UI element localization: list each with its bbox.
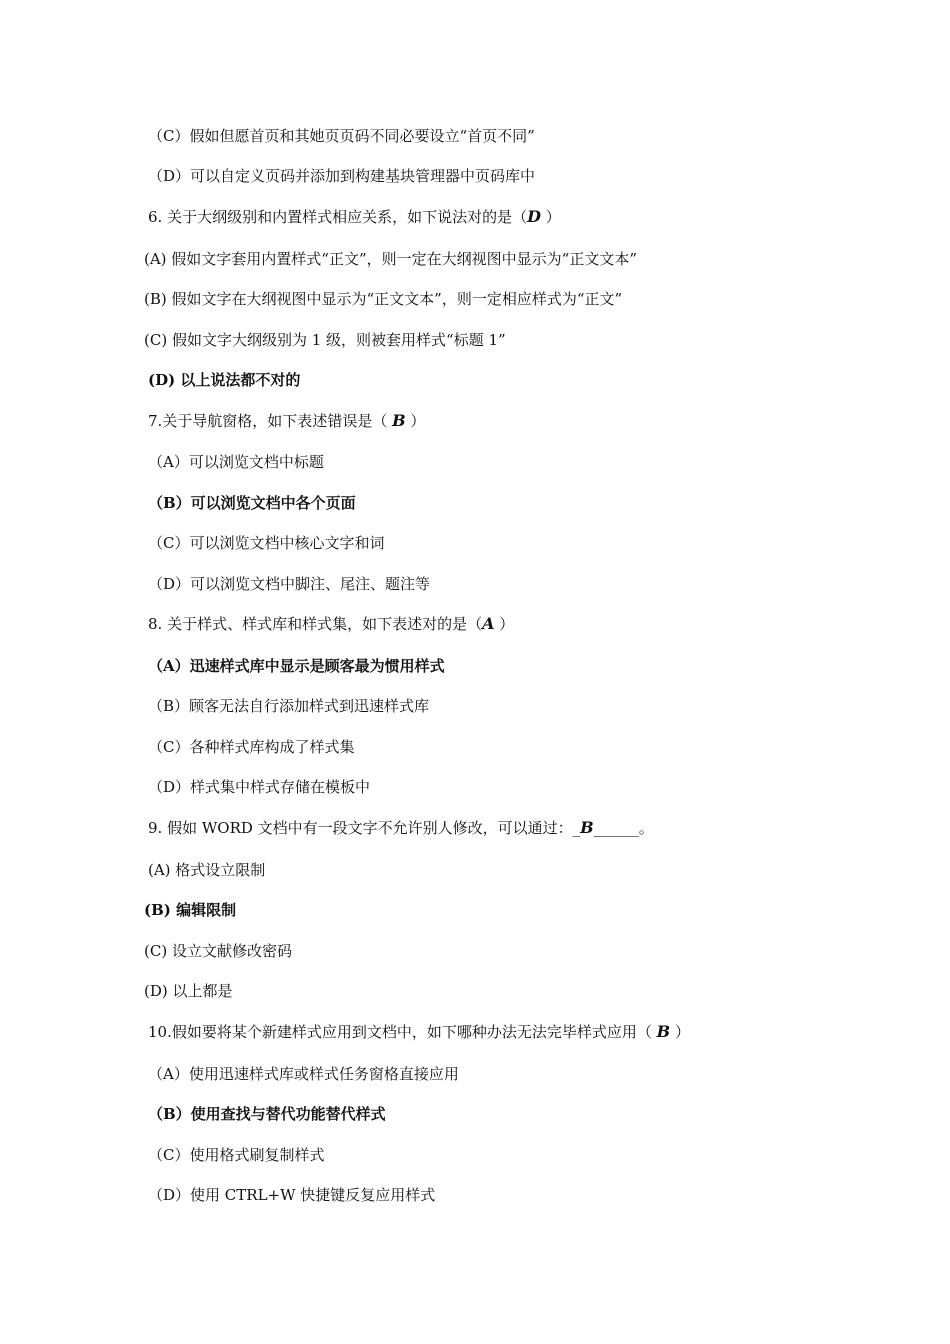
question-10-stem [148, 1022, 690, 1042]
question-8-option-d: （D）样式集中样式存储在模板中 [148, 778, 371, 796]
question-text: 7.关于导航窗格，如下表述错误是（ [148, 412, 393, 430]
answer-mark: D [527, 207, 541, 226]
question-10-option-c: （C）使用格式刷复制样式 [148, 1146, 325, 1164]
question-7-option-b-correct: （B）可以浏览文档中各个页面 [148, 494, 356, 512]
question-5-option-c: （C）假如但愿首页和其她页页码不同必要设立“首页不同” [148, 127, 535, 145]
question-blank: ______。 [593, 819, 654, 837]
question-text: 9. 假如 WORD 文档中有一段文字不允许别人修改，可以通过：_ [148, 819, 581, 837]
question-5-option-d: （D）可以自定义页码并添加到构建基块管理器中页码库中 [148, 167, 536, 185]
question-7-stem [148, 411, 425, 431]
question-9-stem [148, 818, 654, 838]
question-6-option-c: (C) 假如文字大纲级别为 1 级，则被套用样式“标题 1” [144, 331, 506, 349]
question-text: 6. 关于大纲级别和内置样式相应关系，如下说法对的是（ [148, 208, 528, 226]
answer-mark: B [392, 411, 406, 430]
question-7-option-a: （A）可以浏览文档中标题 [148, 453, 324, 471]
question-close: ） [494, 615, 515, 633]
question-9-option-b-correct: (B) 编辑限制 [144, 901, 237, 919]
question-6-option-d-correct: (D) 以上说法都不对的 [148, 371, 301, 389]
question-8-option-b: （B）顾客无法自行添加样式到迅速样式库 [148, 697, 430, 715]
question-10-option-b-correct: （B）使用查找与替代功能替代样式 [148, 1105, 386, 1123]
question-6-stem [148, 207, 561, 227]
question-9-option-a: (A) 格式设立限制 [148, 861, 266, 879]
question-8-stem [148, 614, 514, 634]
question-close: ） [540, 208, 561, 226]
question-close: ） [670, 1023, 690, 1041]
question-text: 10.假如要将某个新建样式应用到文档中，如下哪种办法无法完毕样式应用（ [148, 1023, 657, 1041]
question-6-option-a: (A) 假如文字套用内置样式“正文”，则一定在大纲视图中显示为“正文文本” [144, 250, 637, 268]
question-8-option-c: （C）各种样式库构成了样式集 [148, 738, 355, 756]
answer-mark: B [580, 818, 594, 837]
question-7-option-c: （C）可以浏览文档中核心文字和词 [148, 534, 385, 552]
question-9-option-d: (D) 以上都是 [144, 982, 233, 1000]
question-close: ） [405, 412, 426, 430]
question-text: 8. 关于样式、样式库和样式集，如下表述对的是（ [148, 615, 483, 633]
question-10-option-d: （D）使用 CTRL+W 快捷键反复应用样式 [148, 1186, 436, 1204]
question-8-option-a-correct: （A）迅速样式库中显示是顾客最为惯用样式 [148, 657, 445, 675]
answer-mark: B [656, 1022, 671, 1041]
question-9-option-c: (C) 设立文献修改密码 [144, 942, 292, 960]
answer-mark: A [482, 614, 495, 633]
question-7-option-d: （D）可以浏览文档中脚注、尾注、题注等 [148, 575, 431, 593]
question-6-option-b: (B) 假如文字在大纲视图中显示为“正文文本”，则一定相应样式为“正文” [144, 290, 623, 308]
question-10-option-a: （A）使用迅速样式库或样式任务窗格直接应用 [148, 1065, 459, 1083]
